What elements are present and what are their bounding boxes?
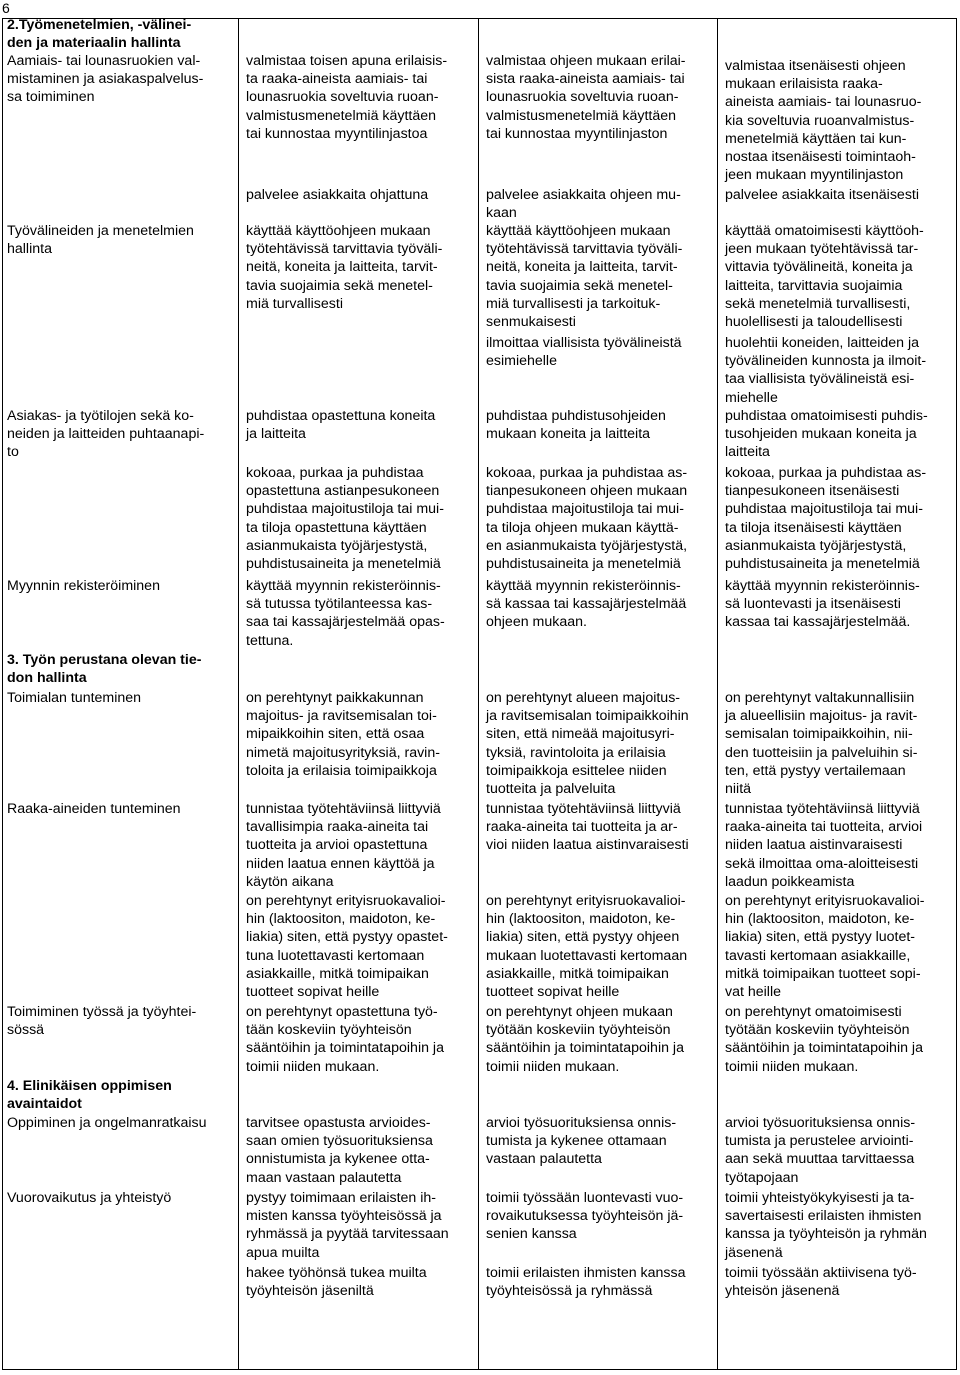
criterion-cell: käyttää omatoimisesti käyttöoh- jeen mukaan työtehtävissä tar- vittavia työvälineitä, koneita ja laitteita, tarvittavia suojaimia sekä menetelmiä turvallisesti, huolellisesti ja taloudellisesti <box>725 223 924 331</box>
criterion-cell: on perehtynyt opastettuna työ- tään koskeviin työyhteisön sääntöihin ja toimintatapoihin ja toimii niiden mukaan. <box>246 1004 444 1075</box>
criterion-cell: toimii yhteistyökykyisesti ja ta- savertaisesti erilaisten ihmisten kanssa ja työyhteisön ja ryhmän jäsenenä <box>725 1190 927 1261</box>
criterion-cell: valmistaa ohjeen mukaan erilai- sista raaka-aineista aamiais- tai lounasruokia soveltuvia ruoan- valmistusmenetelmiä käyttäen tai kunnostaa myyntilinjaston <box>486 53 686 142</box>
criterion-cell: arvioi työsuorituksiensa onnis- tumista ja kykenee ottamaan vastaan palautetta <box>486 1115 677 1168</box>
row-label: Työvälineiden ja menetelmien hallinta <box>7 223 194 258</box>
criterion-cell: toimii erilaisten ihmisten kanssa työyhteisössä ja ryhmässä <box>486 1265 686 1300</box>
criterion-cell: tunnistaa työtehtäviinsä liittyviä tavallisimpia raaka-aineita tai tuotteita ja arvioi opastettuna niiden laatua ennen käyttöä ja käytön aikana <box>246 801 441 890</box>
criterion-cell: kokoaa, purkaa ja puhdistaa as- tianpesukoneen itsenäisesti puhdistaa majoitustiloja tai mui- ta tiloja itsenäisesti käyttäen asianmukaista työjärjestystä, puhdistusaineita ja menetelmiä <box>725 465 927 573</box>
row-label: Vuorovaikutus ja yhteistyö <box>7 1190 172 1206</box>
criterion-cell: puhdistaa puhdistusohjeiden mukaan koneita ja laitteita <box>486 408 666 443</box>
criterion-cell: valmistaa itsenäisesti ohjeen mukaan erilaisista raaka- aineista aamiais- tai lounasruo- kia soveltuvia ruoanvalmistus- menetelmiä käyttäen tai kun- nostaa itsenäisesti toimintaoh- jeen mukaan myyntilinjaston <box>725 58 922 184</box>
criterion-cell: tarvitsee opastusta arvioides- saan omien työsuorituksiensa onnistumista ja kykenee otta- maan vastaan palautetta <box>246 1115 433 1186</box>
criterion-cell: huolehtii koneiden, laitteiden ja työvälineiden kunnosta ja ilmoit- taa viallisista työvälineistä esi- miehelle <box>725 335 927 406</box>
criterion-cell: on perehtynyt omatoimisesti työtään koskeviin työyhteisön sääntöihin ja toimintatapoihin ja toimii niiden mukaan. <box>725 1004 923 1075</box>
criterion-cell: on perehtynyt valtakunnallisiin ja alueellisiin majoitus- ja ravit- semisalan toimipaikkoihin, nii- den tuotteisiin ja palveluihin si- ten, että pystyy vertailemaan niitä <box>725 690 918 798</box>
section-heading: 4. Elinikäisen oppimisen avaintaidot <box>7 1078 172 1113</box>
criterion-cell: kokoaa, purkaa ja puhdistaa as- tianpesukoneen ohjeen mukaan puhdistaa majoitustiloja tai mui- ta tiloja ohjeen mukaan käyttä- en asianmukaista työjärjestystä, puhdistusaineita ja menetelmiä <box>486 465 688 573</box>
section-heading: 2.Työmenetelmien, -välinei- den ja materiaalin hallinta <box>7 17 192 52</box>
criterion-cell: puhdistaa opastettuna koneita ja laitteita <box>246 408 436 443</box>
criterion-cell: toimii työssään luontevasti vuo- rovaikutuksessa työyhteisön jä- senien kanssa <box>486 1190 684 1243</box>
column-divider <box>238 19 239 1369</box>
criterion-cell: on perehtynyt ohjeen mukaan työtään koskeviin työyhteisön sääntöihin ja toimintatapoihin ja toimii niiden mukaan. <box>486 1004 684 1075</box>
row-label: Aamiais- tai lounasruokien val- mistaminen ja asiakaspalvelus- sa toimiminen <box>7 53 204 106</box>
criterion-cell: käyttää myynnin rekisteröinnis- sä luontevasti ja itsenäisesti kassaa tai kassajärjestelmää. <box>725 578 920 631</box>
page-number: 6 <box>2 0 10 16</box>
column-divider <box>717 19 718 1369</box>
criterion-cell: on perehtynyt alueen majoitus- ja ravitsemisalan toimipaikkoihin siten, että nimeää majoitusyri- tyksiä, ravintoloita ja erilaisia toimipaikkoja esittelee niiden tuotteita ja palveluita <box>486 690 689 798</box>
criterion-cell: palvelee asiakkaita ohjeen mu- kaan <box>486 187 681 222</box>
row-label: Oppiminen ja ongelmanratkaisu <box>7 1115 207 1131</box>
criterion-cell: pystyy toimimaan erilaisten ih- misten kanssa työyhteisössä ja ryhmässä ja pyytää tarvitessaan apua muilta <box>246 1190 449 1261</box>
column-divider <box>478 19 479 1369</box>
row-label: Toimiminen työssä ja työyhtei- sössä <box>7 1004 197 1039</box>
section-heading: 3. Työn perustana olevan tie- don hallinta <box>7 652 202 687</box>
row-label: Myynnin rekisteröiminen <box>7 578 160 594</box>
criterion-cell: ilmoittaa viallisista työvälineistä esimiehelle <box>486 335 682 370</box>
criterion-cell: puhdistaa omatoimisesti puhdis- tusohjeiden mukaan koneita ja laitteita <box>725 408 928 461</box>
criterion-cell: käyttää myynnin rekisteröinnis- sä tutussa työtilanteessa kas- saa tai kassajärjestelmää opas- tettuna. <box>246 578 445 649</box>
criterion-cell: palvelee asiakkaita itsenäisesti <box>725 187 920 203</box>
criterion-cell: on perehtynyt erityisruokavalioi- hin (laktoositon, maidoton, ke- liakia) siten, että pystyy ohjeen mukaan luotettavasti kertomaan asiakkaille, mitkä toimipaikan tuotteet sopivat heille <box>486 893 688 1001</box>
criterion-cell: palvelee asiakkaita ohjattuna <box>246 187 429 203</box>
criterion-cell: käyttää myynnin rekisteröinnis- sä kassaa tai kassajärjestelmää ohjeen mukaan. <box>486 578 687 631</box>
row-label: Asiakas- ja työtilojen sekä ko- neiden ja laitteiden puhtaanapi- to <box>7 408 205 461</box>
criterion-cell: käyttää käyttöohjeen mukaan työtehtävissä tarvittavia työväli- neitä, koneita ja laitteita, tarvit- tavia suojaimia sekä menetel- miä turvallisesti <box>246 223 443 312</box>
criterion-cell: arvioi työsuorituksiensa onnis- tumista ja perustelee arviointi- aan sekä muuttaa tarvittaessa työtapojaan <box>725 1115 916 1186</box>
criterion-cell: hakee työhönsä tukea muilta työyhteisön jäseniltä <box>246 1265 427 1300</box>
criteria-table <box>2 18 957 1370</box>
criterion-cell: on perehtynyt erityisruokavalioi- hin (laktoositon, maidoton, ke- liakia) siten, että pystyy opastet- tuna luotettavasti kertomaan asiakkaille, mitkä toimipaikan tuotteet sopivat heille <box>246 893 448 1001</box>
criterion-cell: kokoaa, purkaa ja puhdistaa opastettuna astianpesukoneen puhdistaa majoitustiloja tai mui- ta tiloja opastettuna käyttäen asianmukaista työjärjestystä, puhdistusaineita ja menetelmiä <box>246 465 444 573</box>
criterion-cell: tunnistaa työtehtäviinsä liittyviä raaka-aineita tai tuotteita ja ar- vioi niiden laatua aistinvaraisesti <box>486 801 689 854</box>
criterion-cell: on perehtynyt erityisruokavalioi- hin (laktoositon, maidoton, ke- liakia) siten, että pystyy luotet- tavasti kertomaan asiakkaille, mitkä toimipaikan tuotteet sopi- vat heille <box>725 893 925 1001</box>
criterion-cell: käyttää käyttöohjeen mukaan työtehtävissä tarvittavia työväli- neitä, koneita ja laitteita, tarvit- tavia suojaimia sekä menetel- miä turvallisesti ja tarkoituk- senmukaisesti <box>486 223 683 331</box>
row-label: Raaka-aineiden tunteminen <box>7 801 181 817</box>
criterion-cell: valmistaa toisen apuna erilaisis- ta raaka-aineista aamiais- tai lounasruokia soveltuvia ruoan- valmistusmenetelmiä käyttäen tai kunnostaa myyntilinjastoa <box>246 53 448 142</box>
criterion-cell: toimii työssään aktiivisena työ- yhteisön jäsenenä <box>725 1265 917 1300</box>
criterion-cell: tunnistaa työtehtäviinsä liittyviä raaka-aineita tai tuotteita, arvioi niiden laatua aistinvaraisesti sekä ilmoittaa oma-aloitteisesti laadun poikkeamista <box>725 801 923 890</box>
criterion-cell: on perehtynyt paikkakunnan majoitus- ja ravitsemisalan toi- mipaikkoihin siten, että osaa nimetä majoitusyrityksiä, ravin- toloita ja erilaisia toimipaikkoja <box>246 690 440 779</box>
row-label: Toimialan tunteminen <box>7 690 142 706</box>
